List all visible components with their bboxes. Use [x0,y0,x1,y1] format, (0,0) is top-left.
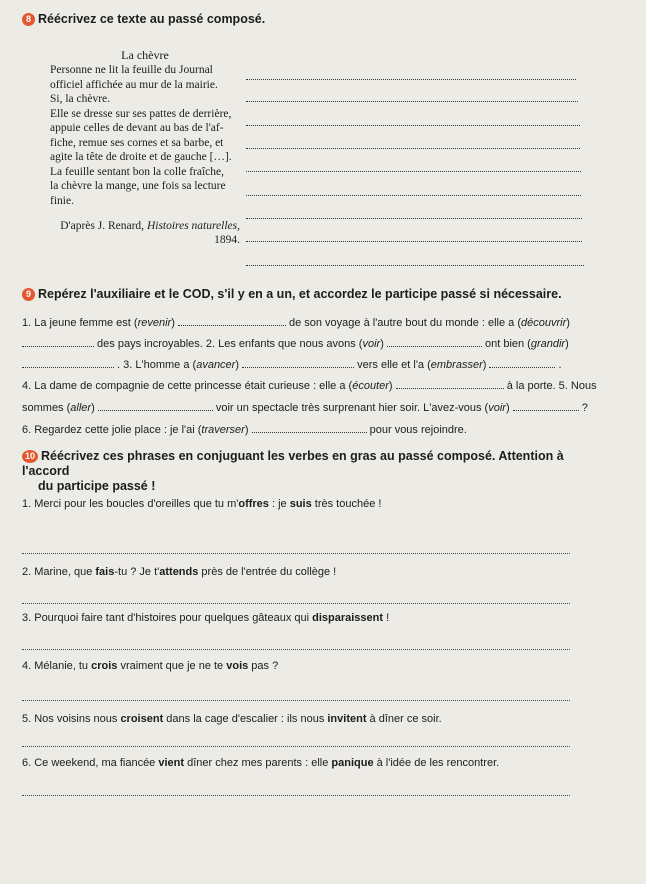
exercise-10-number: 10 [22,450,38,463]
blank-field[interactable] [242,358,354,368]
ex10-sentence-1: 1. Merci pour les boucles d'oreilles que tu m'offres : je suis très touchée ! [22,498,382,510]
answer-line[interactable] [246,218,582,219]
blank-field[interactable] [252,423,367,433]
ex10-sentence-6: 6. Ce weekend, ma fiancée vient dîner chez mes parents : elle panique à l'idée de les rencontrer. [22,757,500,769]
answer-line[interactable] [246,265,584,266]
blank-field[interactable] [396,379,504,389]
answer-line[interactable] [22,603,570,604]
poem-line: Si, la chèvre. [50,93,111,105]
answer-line[interactable] [246,148,580,149]
poem-line: agite la tête de droite et de gauche […]. [50,151,232,163]
ex9-line-5: sommes (aller) voir un spectacle très surprenant hier soir. L'avez-vous (voir) ? [22,402,588,414]
poem-line: officiel affichée au mur de la mairie. [50,78,218,91]
ex9-line-3: . 3. L'homme a (avancer) vers elle et l'a (embrasser) . [22,358,562,372]
answer-line[interactable] [246,79,576,80]
poem-line: fiche, remue ses cornes et sa barbe, et [50,136,224,149]
ex9-line-4: 4. La dame de compagnie de cette princesse était curieuse : elle a (écouter) à la porte. 5. Nous [22,380,597,392]
answer-line[interactable] [246,125,580,126]
ex10-sentence-3: 3. Pourquoi faire tant d'histoires pour quelques gâteaux qui disparaissent ! [22,612,390,624]
exercise-9-number: 9 [22,288,35,301]
poem-title: La chèvre [121,48,169,62]
poem-line: appuie celles de devant au bas de l'af- [50,122,224,134]
exercise-8-instruction: Réécrivez ce texte au passé composé. [38,12,266,26]
exercise-9-heading [22,287,562,302]
exercise-10-heading: 10 Réécrivez ces phrases en conjuguant les verbes en gras au passé composé. Attention à l'accord du participe passé ! [22,449,564,493]
answer-line[interactable] [22,649,570,650]
answer-line[interactable] [22,746,570,747]
ex9-line-1: 1. La jeune femme est (revenir) de son voyage à l'autre bout du monde : elle a (découvrir) [22,317,570,329]
blank-field[interactable] [98,401,213,411]
ex10-sentence-4: 4. Mélanie, tu crois vraiment que je ne te vois pas ? [22,660,279,672]
answer-line[interactable] [246,241,582,242]
poem-line: finie. [50,194,74,207]
blank-field[interactable] [178,316,286,326]
answer-line[interactable] [22,700,570,701]
poem-line: La feuille sentant bon la colle fraîche, [50,165,225,178]
blank-field[interactable] [22,337,94,347]
answer-line[interactable] [246,195,581,196]
ex10-sentence-5: 5. Nos voisins nous croisent dans la cage d'escalier : ils nous invitent à dîner ce soir. [22,713,442,725]
poem-credit: D'après J. Renard, Histoires naturelles, 1894. [60,220,240,246]
ex10-sentence-2: 2. Marine, que fais-tu ? Je t'attends près de l'entrée du collège ! [22,566,337,578]
answer-line[interactable] [246,101,578,102]
poem-line: Personne ne lit la feuille du Journal [50,64,213,76]
blank-field[interactable] [22,358,114,368]
answer-line[interactable] [22,795,570,796]
poem-line: la chèvre la mange, une fois sa lecture [50,180,226,192]
exercise-8-number: 8 [22,13,35,26]
ex9-line-2: des pays incroyables. 2. Les enfants que nous avons (voir) ont bien (grandir) [22,337,569,351]
blank-field[interactable] [513,401,579,411]
answer-line[interactable] [246,171,581,172]
blank-field[interactable] [489,358,555,368]
exercise-10-instruction: Réécrivez ces phrases en conjuguant les verbes en gras au passé composé. Attention à l'accord [22,449,564,478]
exercise-9-instruction: Repérez l'auxiliaire et le COD, s'il y en a un, et accordez le participe passé si nécessaire. [38,287,562,301]
answer-line[interactable] [22,553,570,554]
poem-line: Elle se dresse sur ses pattes de derrière, [50,107,232,120]
ex9-line-6: 6. Regardez cette jolie place : je l'ai (traverser) pour vous rejoindre. [22,424,467,436]
poem-text [50,63,238,208]
blank-field[interactable] [387,337,482,347]
exercise-8-heading [22,12,265,27]
